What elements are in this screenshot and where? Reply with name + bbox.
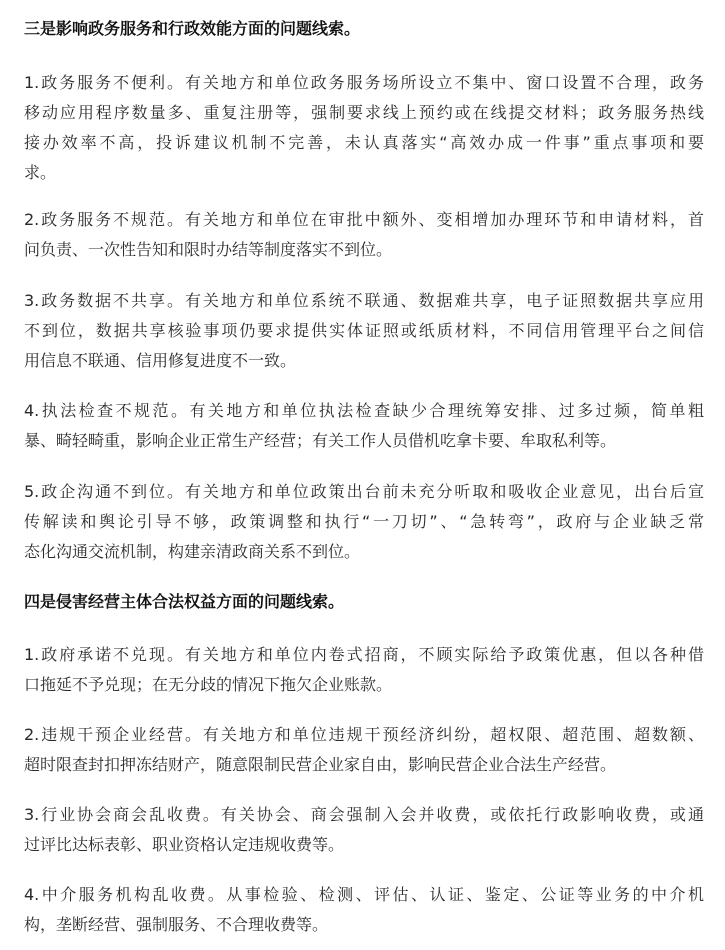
text-line: 1.政府承诺不兑现。有关地方和单位内卷式招商，不顾实际给予政策优惠，但以各种借 bbox=[24, 645, 704, 664]
text-line: 用信息不联通、信用修复进度不一致。 bbox=[24, 351, 297, 370]
text-line: 传解读和舆论引导不够，政策调整和执行“一刀切”、“急转弯”，政府与企业缺乏常 bbox=[24, 512, 704, 531]
section-3-item-4 bbox=[24, 396, 704, 456]
section-4-item-4 bbox=[24, 880, 704, 940]
section-4-item-3 bbox=[24, 800, 704, 860]
section-3-item-3 bbox=[24, 286, 704, 376]
text-line: 态化沟通交流机制，构建亲清政商关系不到位。 bbox=[24, 542, 361, 561]
text-line: 4.中介服务机构乱收费。从事检验、检测、评估、认证、鉴定、公证等业务的中介机 bbox=[24, 885, 704, 904]
text-line: 问负责、一次性告知和限时办结等制度落实不到位。 bbox=[24, 240, 393, 259]
text-line: 接办效率不高，投诉建议机制不完善，未认真落实“高效办成一件事”重点事项和要 bbox=[24, 133, 704, 152]
text-line: 3.政务数据不共享。有关地方和单位系统不联通、数据难共享，电子证照数据共享应用 bbox=[24, 291, 704, 310]
text-line: 口拖延不予兑现；在无分歧的情况下拖欠企业账款。 bbox=[24, 675, 393, 694]
text-line: 移动应用程序数量多、重复注册等，强制要求线上预约或在线提交材料；政务服务热线 bbox=[24, 103, 704, 122]
section-3-item-5 bbox=[24, 477, 704, 567]
text-line: 不到位，数据共享核验事项仍要求提供实体证照或纸质材料，不同信用管理平台之间信 bbox=[24, 321, 704, 340]
section-4-heading: 四是侵害经营主体合法权益方面的问题线索。 bbox=[24, 592, 345, 611]
text-line: 构，垄断经营、强制服务、不合理收费等。 bbox=[24, 915, 329, 934]
text-line: 3.行业协会商会乱收费。有关协会、商会强制入会并收费，或依托行政影响收费，或通 bbox=[24, 805, 704, 824]
section-3-heading: 三是影响政务服务和行政效能方面的问题线索。 bbox=[24, 19, 361, 38]
section-3-item-2 bbox=[24, 205, 704, 265]
text-line: 1.政务服务不便利。有关地方和单位政务服务场所设立不集中、窗口设置不合理，政务 bbox=[24, 73, 704, 92]
section-4-item-2 bbox=[24, 720, 704, 780]
text-line: 2.违规干预企业经营。有关地方和单位违规干预经济纠纷，超权限、超范围、超数额、 bbox=[24, 725, 704, 744]
text-line: 5.政企沟通不到位。有关地方和单位政策出台前未充分听取和吸收企业意见，出台后宣 bbox=[24, 482, 704, 501]
text-line: 超时限查封扣押冻结财产，随意限制民营企业家自由，影响民营企业合法生产经营。 bbox=[24, 755, 617, 774]
text-line: 2.政务服务不规范。有关地方和单位在审批中额外、变相增加办理环节和申请材料，首 bbox=[24, 210, 704, 229]
text-line: 过评比达标表彰、职业资格认定违规收费等。 bbox=[24, 835, 345, 854]
text-line: 暴、畸轻畸重，影响企业正常生产经营；有关工作人员借机吃拿卡要、牟取私利等。 bbox=[24, 431, 617, 450]
text-line: 4.执法检查不规范。有关地方和单位执法检查缺少合理统筹安排、过多过频，简单粗 bbox=[24, 401, 704, 420]
section-4-item-1 bbox=[24, 640, 704, 700]
section-3-item-1 bbox=[24, 68, 704, 188]
text-line: 求。 bbox=[24, 163, 57, 182]
